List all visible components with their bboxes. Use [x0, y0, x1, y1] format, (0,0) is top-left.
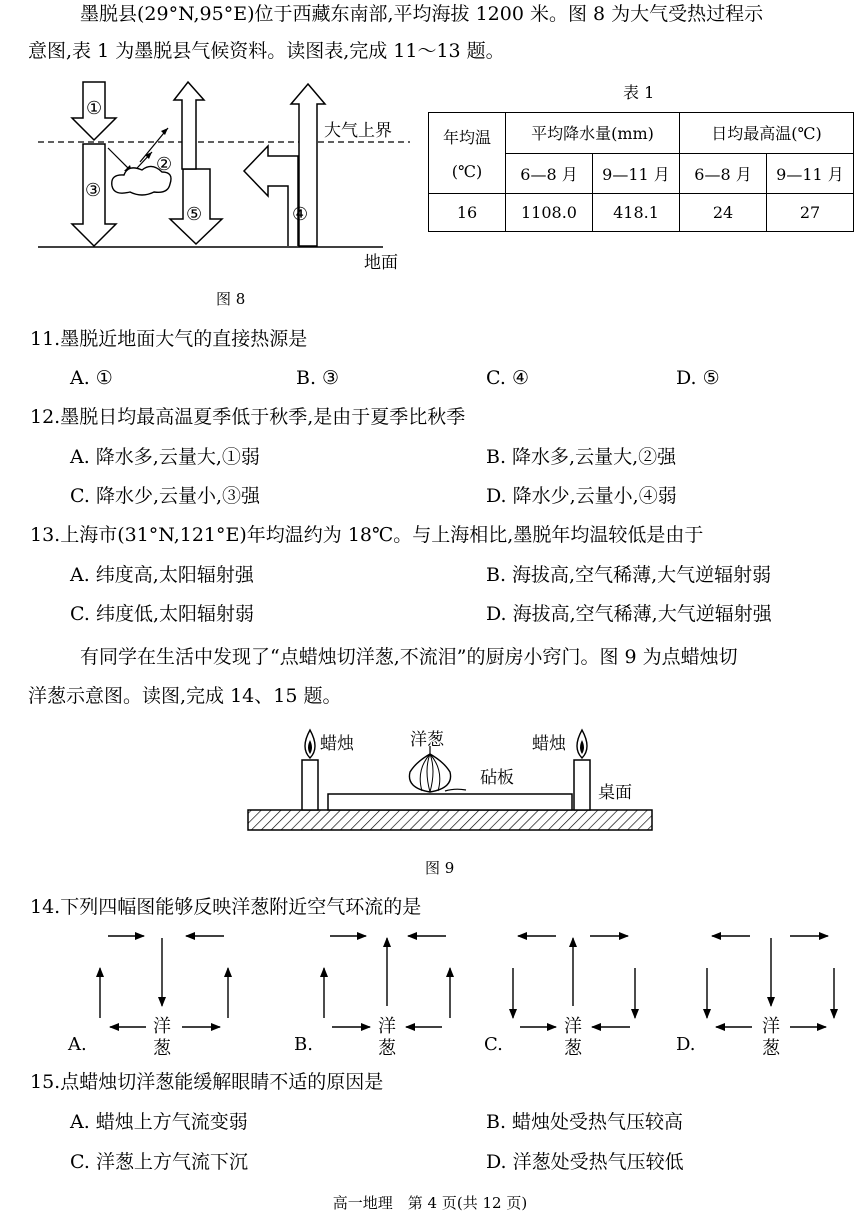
- header-autumn-temp: 9—11 月: [767, 153, 854, 194]
- q14-option-c-label-top: 洋: [564, 1016, 582, 1037]
- q15-option-b[interactable]: B. 蜡烛处受热气压较高: [486, 1111, 684, 1133]
- q14-option-b-label-bottom: 葱: [378, 1038, 396, 1059]
- q11-option-d[interactable]: D. ⑤: [676, 367, 720, 389]
- candle-left: [302, 760, 318, 810]
- q14-option-d-label-bottom: 葱: [762, 1038, 780, 1059]
- q14-circulation-options: [60, 924, 850, 1060]
- header-precipitation: 平均降水量(mm): [506, 113, 680, 154]
- q14-option-a-label-bottom: 葱: [153, 1038, 171, 1059]
- q15-stem: 15.点蜡烛切洋葱能缓解眼睛不适的原因是: [30, 1071, 384, 1093]
- q14-option-a-letter: A.: [68, 1034, 87, 1055]
- q13-option-c[interactable]: C. 纬度低,太阳辐射弱: [70, 603, 254, 625]
- header-summer-precip: 6—8 月: [506, 153, 593, 194]
- label-desk: 桌面: [598, 783, 632, 803]
- q12-option-d[interactable]: D. 降水少,云量小,④弱: [486, 485, 677, 507]
- q11-stem: 11.墨脱近地面大气的直接热源是: [30, 328, 308, 350]
- q15-option-d[interactable]: D. 洋葱处受热气压较低: [486, 1151, 684, 1173]
- q14-option-a-label-top: 洋: [153, 1016, 171, 1037]
- q12-option-b[interactable]: B. 降水多,云量大,②强: [486, 446, 677, 468]
- q12-option-c[interactable]: C. 降水少,云量小,③强: [70, 485, 261, 507]
- intro1-line1: 墨脱县(29°N,95°E)位于西藏东南部,平均海拔 1200 米。图 8 为大气受热过程示: [80, 3, 764, 25]
- cell-annual-temp: 16: [429, 194, 506, 232]
- label-board: 砧板: [480, 768, 514, 788]
- cutting-board: [328, 794, 572, 810]
- q13-option-b[interactable]: B. 海拔高,空气稀薄,大气逆辐射弱: [486, 564, 772, 586]
- q11-option-b[interactable]: B. ③: [296, 367, 340, 389]
- marker-2: ②: [156, 154, 173, 175]
- header-autumn-precip: 9—11 月: [593, 153, 680, 194]
- q14-stem: 14.下列四幅图能够反映洋葱附近空气环流的是: [30, 896, 422, 918]
- label-top-boundary: 大气上界: [324, 121, 392, 141]
- arrow-4-ground-to-atmosphere: [244, 146, 298, 246]
- q14-option-b-label-top: 洋: [378, 1016, 396, 1037]
- header-max-temp: 日均最高温(℃): [680, 113, 854, 154]
- desk-surface: [248, 810, 652, 830]
- figure-9-caption: 图 9: [425, 859, 455, 877]
- header-annual-temp-unit: (℃): [451, 162, 483, 181]
- page-footer: 高一地理 第 4 页(共 12 页): [332, 1194, 528, 1212]
- figure-8-caption: 图 8: [216, 290, 246, 308]
- q11-option-a[interactable]: A. ①: [70, 367, 113, 389]
- marker-3: ③: [85, 180, 102, 201]
- q14-option-d-label-top: 洋: [762, 1016, 780, 1037]
- q12-stem: 12.墨脱日均最高温夏季低于秋季,是由于夏季比秋季: [30, 406, 466, 428]
- q15-option-c[interactable]: C. 洋葱上方气流下沉: [70, 1151, 248, 1173]
- onion: [409, 754, 450, 792]
- q13-option-a[interactable]: A. 纬度高,太阳辐射强: [70, 564, 254, 586]
- header-annual-temp: 年均温: [442, 128, 491, 147]
- q14-option-d-letter: D.: [676, 1034, 696, 1055]
- label-candle-left: 蜡烛: [320, 734, 354, 754]
- header-summer-temp: 6—8 月: [680, 153, 767, 194]
- cell-autumn-precip: 418.1: [593, 194, 680, 232]
- label-onion: 洋葱: [410, 730, 444, 750]
- intro1-line2: 意图,表 1 为墨脱县气候资料。读图表,完成 11～13 题。: [28, 40, 505, 62]
- cell-summer-temp: 24: [680, 194, 767, 232]
- cell-summer-precip: 1108.0: [506, 194, 593, 232]
- q14-option-c-letter: C.: [484, 1034, 503, 1055]
- marker-4: ④: [292, 204, 309, 225]
- climate-table: [428, 112, 854, 232]
- label-candle-right: 蜡烛: [532, 734, 566, 754]
- intro2-line1: 有同学在生活中发现了“点蜡烛切洋葱,不流泪”的厨房小窍门。图 9 为点蜡烛切: [80, 646, 738, 668]
- q13-stem: 13.上海市(31°N,121°E)年均温约为 18℃。与上海相比,墨脱年均温较低是由于: [30, 524, 704, 546]
- q13-option-d[interactable]: D. 海拔高,空气稀薄,大气逆辐射强: [486, 603, 772, 625]
- cell-autumn-temp: 27: [767, 194, 854, 232]
- marker-5: ⑤: [186, 204, 203, 225]
- q14-option-b-letter: B.: [294, 1034, 313, 1055]
- q11-option-c[interactable]: C. ④: [486, 367, 529, 389]
- candle-right: [574, 760, 590, 810]
- intro2-line2: 洋葱示意图。读图,完成 14、15 题。: [28, 685, 342, 707]
- label-ground: 地面: [364, 253, 398, 273]
- q14-option-c-label-bottom: 葱: [564, 1038, 582, 1059]
- marker-1: ①: [86, 98, 103, 119]
- figure-9-diagram: [240, 722, 660, 840]
- arrow-ground-radiation-up: [174, 82, 204, 169]
- q12-option-a[interactable]: A. 降水多,云量大,①弱: [70, 446, 260, 468]
- figure-8-diagram: [28, 74, 418, 284]
- q15-option-a[interactable]: A. 蜡烛上方气流变弱: [70, 1111, 248, 1133]
- table-1-title: 表 1: [623, 83, 655, 102]
